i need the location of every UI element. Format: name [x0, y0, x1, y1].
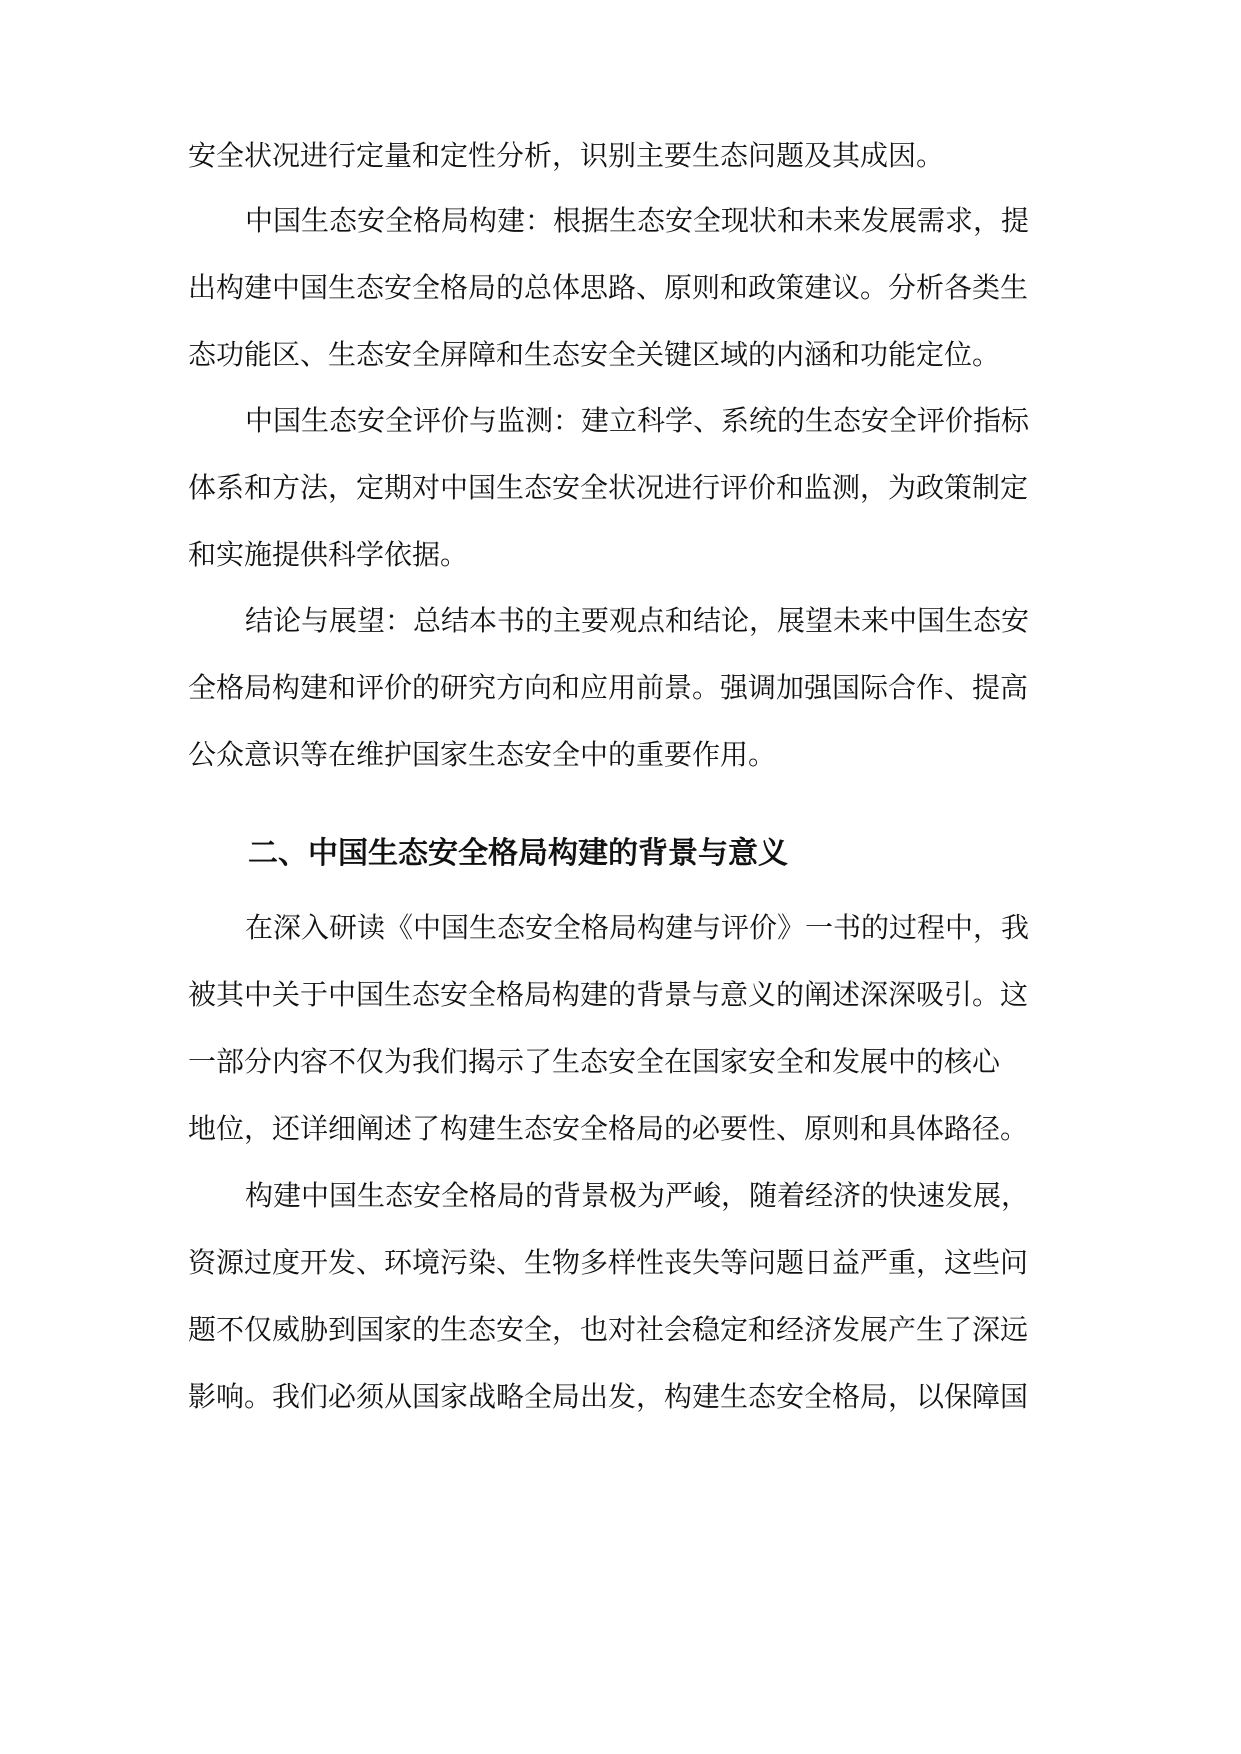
paragraph-line: 体系和方法，定期对中国生态安全状况进行评价和监测，为政策制定 — [188, 471, 1029, 504]
paragraph-line: 中国生态安全评价与监测：建立科学、系统的生态安全评价指标 — [245, 404, 1030, 437]
paragraph-line: 地位，还详细阐述了构建生态安全格局的必要性、原则和具体路径。 — [188, 1112, 1029, 1145]
paragraph-line: 中国生态安全格局构建：根据生态安全现状和未来发展需求，提 — [245, 204, 1030, 237]
paragraph-line: 一部分内容不仅为我们揭示了生态安全在国家安全和发展中的核心 — [188, 1045, 1001, 1078]
paragraph-line: 全格局构建和评价的研究方向和应用前景。强调加强国际合作、提高 — [188, 671, 1029, 704]
paragraph-line: 结论与展望：总结本书的主要观点和结论，展望未来中国生态安 — [245, 604, 1030, 637]
paragraph-line: 在深入研读《中国生态安全格局构建与评价》一书的过程中，我 — [245, 911, 1030, 944]
paragraph-line: 构建中国生态安全格局的背景极为严峻，随着经济的快速发展， — [245, 1179, 1030, 1212]
section-heading: 二、中国生态安全格局构建的背景与意义 — [248, 836, 788, 871]
paragraph-line: 被其中关于中国生态安全格局构建的背景与意义的阐述深深吸引。这 — [188, 978, 1029, 1011]
paragraph-line: 安全状况进行定量和定性分析，识别主要生态问题及其成因。 — [188, 139, 945, 172]
paragraph-line: 态功能区、生态安全屏障和生态安全关键区域的内涵和功能定位。 — [188, 338, 1001, 371]
paragraph-line: 影响。我们必须从国家战略全局出发，构建生态安全格局，以保障国 — [188, 1380, 1029, 1413]
paragraph-line: 和实施提供科学依据。 — [188, 538, 469, 571]
paragraph-line: 题不仅威胁到国家的生态安全，也对社会稳定和经济发展产生了深远 — [188, 1313, 1029, 1346]
paragraph-line: 资源过度开发、环境污染、生物多样性丧失等问题日益严重，这些问 — [188, 1246, 1029, 1279]
paragraph-line: 公众意识等在维护国家生态安全中的重要作用。 — [188, 738, 777, 771]
paragraph-line: 出构建中国生态安全格局的总体思路、原则和政策建议。分析各类生 — [188, 271, 1029, 304]
